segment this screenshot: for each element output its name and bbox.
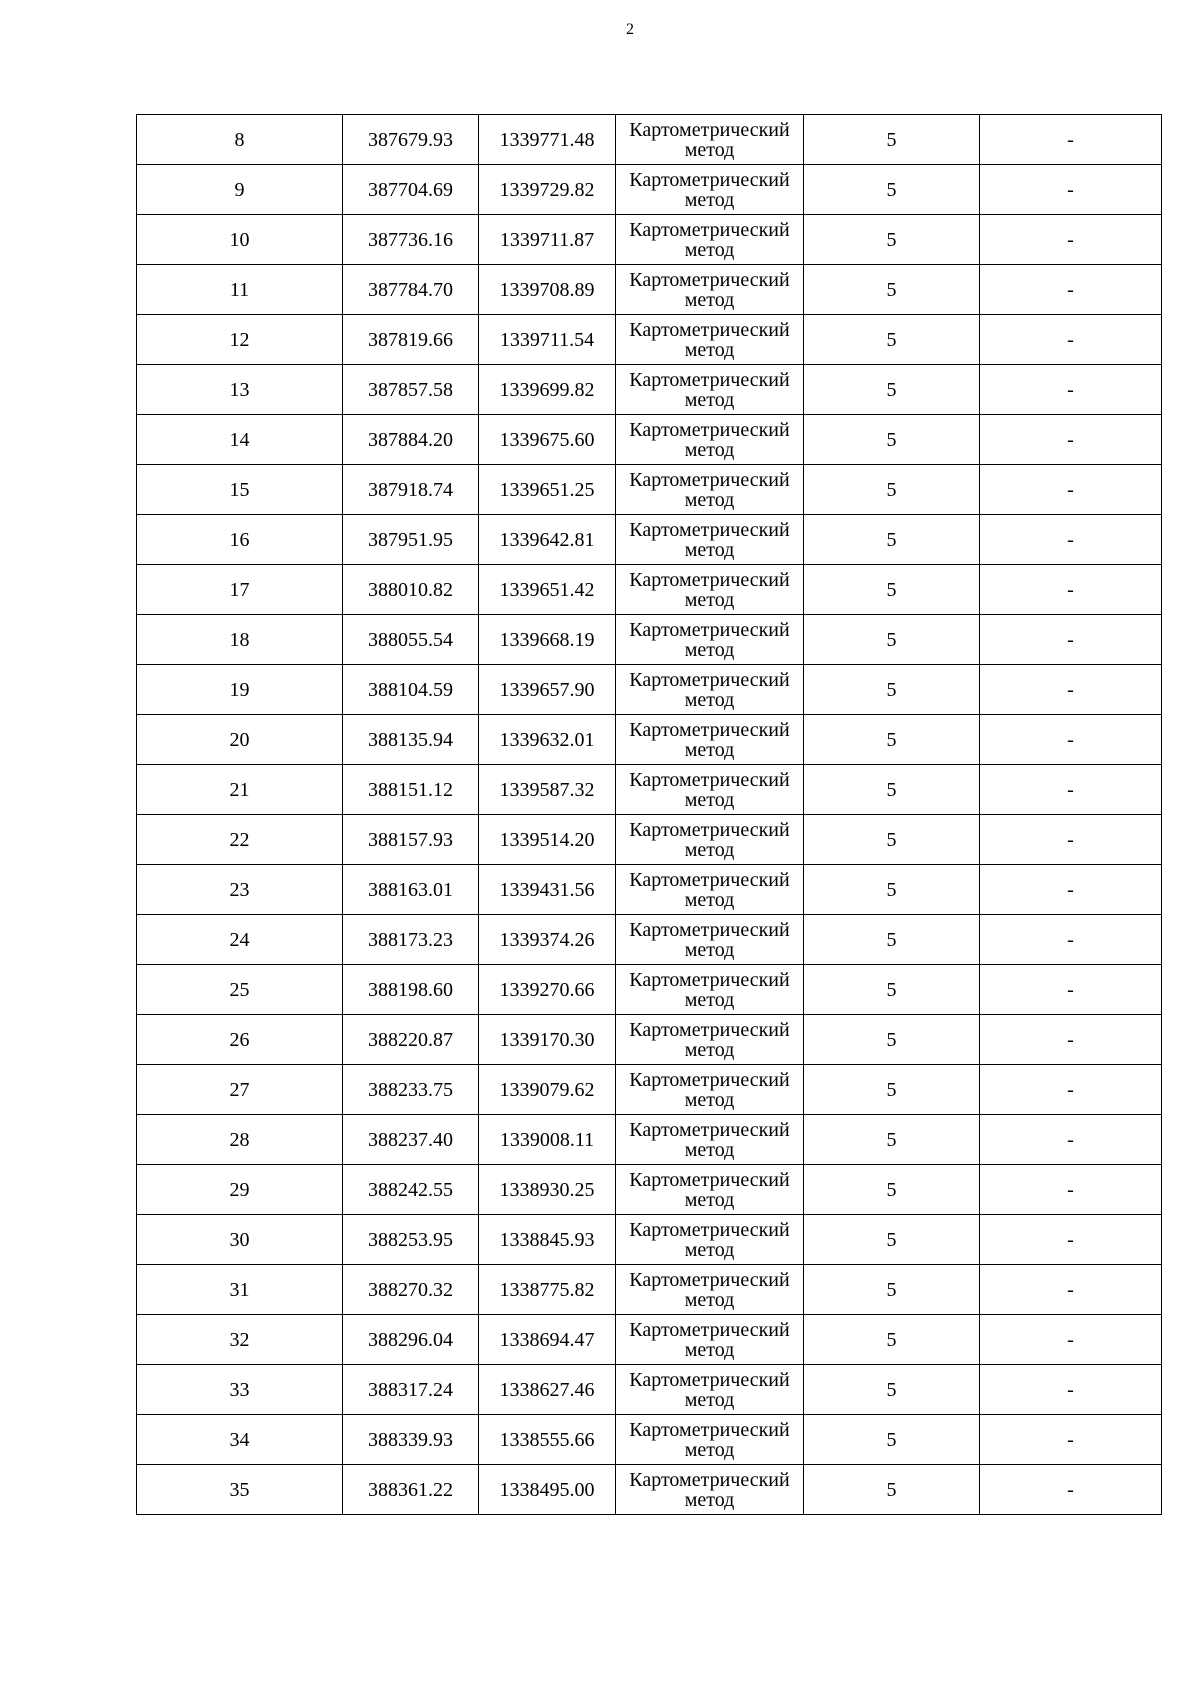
method-line-2: метод <box>684 288 735 311</box>
method-line-2: метод <box>684 188 735 211</box>
point-number-cell: 25 <box>137 965 343 1015</box>
method-line-2: метод <box>684 1238 735 1261</box>
point-number-cell: 34 <box>137 1415 343 1465</box>
method-line-1: Картометрический <box>629 418 790 441</box>
point-number-cell: 14 <box>137 415 343 465</box>
method-cell <box>616 965 804 1015</box>
table-row <box>137 1265 1162 1315</box>
method-line-1: Картометрический <box>629 918 790 941</box>
accuracy-cell: 5 <box>804 1365 980 1415</box>
y-coordinate-cell: 1339431.56 <box>479 865 616 915</box>
point-number-cell: 20 <box>137 715 343 765</box>
method-cell <box>616 1215 804 1265</box>
note-cell: - <box>980 815 1162 865</box>
note-cell: - <box>980 1315 1162 1365</box>
point-number-cell: 8 <box>137 115 343 165</box>
method-line-1: Картометрический <box>629 218 790 241</box>
accuracy-cell: 5 <box>804 1315 980 1365</box>
method-line-1: Картометрический <box>629 1368 790 1391</box>
point-number-cell: 22 <box>137 815 343 865</box>
accuracy-cell: 5 <box>804 565 980 615</box>
y-coordinate-cell: 1339711.87 <box>479 215 616 265</box>
y-coordinate-cell: 1339514.20 <box>479 815 616 865</box>
accuracy-cell: 5 <box>804 265 980 315</box>
method-line-1: Картометрический <box>629 518 790 541</box>
x-coordinate-cell: 388055.54 <box>343 615 479 665</box>
method-line-2: метод <box>684 1188 735 1211</box>
point-number-cell: 31 <box>137 1265 343 1315</box>
x-coordinate-cell: 388135.94 <box>343 715 479 765</box>
y-coordinate-cell: 1338930.25 <box>479 1165 616 1215</box>
note-cell: - <box>980 1265 1162 1315</box>
accuracy-cell: 5 <box>804 465 980 515</box>
method-cell <box>616 1065 804 1115</box>
accuracy-cell: 5 <box>804 815 980 865</box>
method-line-1: Картометрический <box>629 868 790 891</box>
table-row <box>137 465 1162 515</box>
point-number-cell: 32 <box>137 1315 343 1365</box>
y-coordinate-cell: 1338845.93 <box>479 1215 616 1265</box>
accuracy-cell: 5 <box>804 415 980 465</box>
method-cell <box>616 765 804 815</box>
note-cell: - <box>980 1165 1162 1215</box>
point-number-cell: 28 <box>137 1115 343 1165</box>
table-row <box>137 315 1162 365</box>
y-coordinate-cell: 1338555.66 <box>479 1415 616 1465</box>
accuracy-cell: 5 <box>804 615 980 665</box>
accuracy-cell: 5 <box>804 915 980 965</box>
x-coordinate-cell: 388157.93 <box>343 815 479 865</box>
table-row <box>137 915 1162 965</box>
table-row <box>137 615 1162 665</box>
method-cell <box>616 1415 804 1465</box>
method-line-2: метод <box>684 838 735 861</box>
note-cell: - <box>980 1065 1162 1115</box>
x-coordinate-cell: 388233.75 <box>343 1065 479 1115</box>
note-cell: - <box>980 365 1162 415</box>
table-row <box>137 415 1162 465</box>
method-line-2: метод <box>684 888 735 911</box>
point-number-cell: 12 <box>137 315 343 365</box>
y-coordinate-cell: 1339657.90 <box>479 665 616 715</box>
accuracy-cell: 5 <box>804 1065 980 1115</box>
x-coordinate-cell: 387951.95 <box>343 515 479 565</box>
coordinates-table <box>136 114 1162 1515</box>
point-number-cell: 15 <box>137 465 343 515</box>
point-number-cell: 24 <box>137 915 343 965</box>
point-number-cell: 13 <box>137 365 343 415</box>
method-cell <box>616 515 804 565</box>
x-coordinate-cell: 387736.16 <box>343 215 479 265</box>
method-line-1: Картометрический <box>629 1168 790 1191</box>
note-cell: - <box>980 865 1162 915</box>
accuracy-cell: 5 <box>804 215 980 265</box>
note-cell: - <box>980 515 1162 565</box>
point-number-cell: 18 <box>137 615 343 665</box>
x-coordinate-cell: 388270.32 <box>343 1265 479 1315</box>
note-cell: - <box>980 565 1162 615</box>
x-coordinate-cell: 387819.66 <box>343 315 479 365</box>
table-row <box>137 515 1162 565</box>
y-coordinate-cell: 1339699.82 <box>479 365 616 415</box>
method-cell <box>616 265 804 315</box>
note-cell: - <box>980 265 1162 315</box>
method-line-1: Картометрический <box>629 1218 790 1241</box>
table-body <box>137 115 1162 1515</box>
x-coordinate-cell: 388339.93 <box>343 1415 479 1465</box>
table-row <box>137 1365 1162 1415</box>
method-line-2: метод <box>684 1038 735 1061</box>
accuracy-cell: 5 <box>804 1115 980 1165</box>
y-coordinate-cell: 1339668.19 <box>479 615 616 665</box>
table-row <box>137 115 1162 165</box>
note-cell: - <box>980 1365 1162 1415</box>
note-cell: - <box>980 1215 1162 1265</box>
table-row <box>137 565 1162 615</box>
accuracy-cell: 5 <box>804 765 980 815</box>
method-line-1: Картометрический <box>629 968 790 991</box>
method-line-2: метод <box>684 488 735 511</box>
table-row <box>137 1115 1162 1165</box>
point-number-cell: 27 <box>137 1065 343 1115</box>
note-cell: - <box>980 415 1162 465</box>
accuracy-cell: 5 <box>804 1215 980 1265</box>
method-cell <box>616 215 804 265</box>
table-row <box>137 1065 1162 1115</box>
method-cell <box>616 1365 804 1415</box>
point-number-cell: 17 <box>137 565 343 615</box>
accuracy-cell: 5 <box>804 1415 980 1465</box>
point-number-cell: 16 <box>137 515 343 565</box>
method-cell <box>616 1265 804 1315</box>
method-line-2: метод <box>684 1088 735 1111</box>
note-cell: - <box>980 215 1162 265</box>
x-coordinate-cell: 388198.60 <box>343 965 479 1015</box>
accuracy-cell: 5 <box>804 1165 980 1215</box>
x-coordinate-cell: 387704.69 <box>343 165 479 215</box>
method-cell <box>616 715 804 765</box>
note-cell: - <box>980 115 1162 165</box>
y-coordinate-cell: 1339675.60 <box>479 415 616 465</box>
point-number-cell: 23 <box>137 865 343 915</box>
x-coordinate-cell: 388010.82 <box>343 565 479 615</box>
page-number: 2 <box>626 21 634 38</box>
method-line-2: метод <box>684 338 735 361</box>
method-line-2: метод <box>684 438 735 461</box>
method-cell <box>616 565 804 615</box>
point-number-cell: 33 <box>137 1365 343 1415</box>
point-number-cell: 9 <box>137 165 343 215</box>
method-cell <box>616 815 804 865</box>
table-row <box>137 1215 1162 1265</box>
table-row <box>137 715 1162 765</box>
y-coordinate-cell: 1339587.32 <box>479 765 616 815</box>
method-line-2: метод <box>684 388 735 411</box>
point-number-cell: 10 <box>137 215 343 265</box>
y-coordinate-cell: 1339771.48 <box>479 115 616 165</box>
y-coordinate-cell: 1339729.82 <box>479 165 616 215</box>
x-coordinate-cell: 388237.40 <box>343 1115 479 1165</box>
method-cell <box>616 665 804 715</box>
method-line-2: метод <box>684 1388 735 1411</box>
accuracy-cell: 5 <box>804 515 980 565</box>
method-line-2: метод <box>684 1438 735 1461</box>
method-line-1: Картометрический <box>629 118 790 141</box>
table-row <box>137 365 1162 415</box>
x-coordinate-cell: 388173.23 <box>343 915 479 965</box>
table-row <box>137 165 1162 215</box>
method-line-2: метод <box>684 638 735 661</box>
y-coordinate-cell: 1339651.25 <box>479 465 616 515</box>
note-cell: - <box>980 465 1162 515</box>
y-coordinate-cell: 1339642.81 <box>479 515 616 565</box>
method-line-2: метод <box>684 1288 735 1311</box>
method-cell <box>616 365 804 415</box>
y-coordinate-cell: 1339708.89 <box>479 265 616 315</box>
note-cell: - <box>980 1415 1162 1465</box>
method-line-1: Картометрический <box>629 1068 790 1091</box>
y-coordinate-cell: 1339651.42 <box>479 565 616 615</box>
x-coordinate-cell: 388104.59 <box>343 665 479 715</box>
accuracy-cell: 5 <box>804 865 980 915</box>
method-line-1: Картометрический <box>629 468 790 491</box>
point-number-cell: 29 <box>137 1165 343 1215</box>
method-line-2: метод <box>684 538 735 561</box>
point-number-cell: 26 <box>137 1015 343 1065</box>
table-row <box>137 865 1162 915</box>
note-cell: - <box>980 965 1162 1015</box>
method-cell <box>616 165 804 215</box>
method-line-1: Картометрический <box>629 1118 790 1141</box>
note-cell: - <box>980 1115 1162 1165</box>
table-row <box>137 1015 1162 1065</box>
method-cell <box>616 115 804 165</box>
accuracy-cell: 5 <box>804 1265 980 1315</box>
y-coordinate-cell: 1339270.66 <box>479 965 616 1015</box>
y-coordinate-cell: 1338775.82 <box>479 1265 616 1315</box>
table-row <box>137 265 1162 315</box>
method-line-1: Картометрический <box>629 568 790 591</box>
method-line-2: метод <box>684 688 735 711</box>
method-cell <box>616 1115 804 1165</box>
method-line-1: Картометрический <box>629 768 790 791</box>
y-coordinate-cell: 1339079.62 <box>479 1065 616 1115</box>
table-row <box>137 965 1162 1015</box>
x-coordinate-cell: 388151.12 <box>343 765 479 815</box>
note-cell: - <box>980 1465 1162 1515</box>
table-row <box>137 1315 1162 1365</box>
method-line-1: Картометрический <box>629 1468 790 1491</box>
note-cell: - <box>980 715 1162 765</box>
method-cell <box>616 1465 804 1515</box>
table-row <box>137 1165 1162 1215</box>
point-number-cell: 19 <box>137 665 343 715</box>
point-number-cell: 21 <box>137 765 343 815</box>
point-number-cell: 35 <box>137 1465 343 1515</box>
method-line-2: метод <box>684 788 735 811</box>
method-line-2: метод <box>684 938 735 961</box>
table-row <box>137 1415 1162 1465</box>
x-coordinate-cell: 387857.58 <box>343 365 479 415</box>
method-line-1: Картометрический <box>629 668 790 691</box>
accuracy-cell: 5 <box>804 965 980 1015</box>
table-row <box>137 1465 1162 1515</box>
method-line-1: Картометрический <box>629 1318 790 1341</box>
accuracy-cell: 5 <box>804 365 980 415</box>
method-line-1: Картометрический <box>629 368 790 391</box>
method-cell <box>616 1315 804 1365</box>
x-coordinate-cell: 388361.22 <box>343 1465 479 1515</box>
note-cell: - <box>980 165 1162 215</box>
accuracy-cell: 5 <box>804 315 980 365</box>
table-row <box>137 215 1162 265</box>
note-cell: - <box>980 1015 1162 1065</box>
table-row <box>137 765 1162 815</box>
y-coordinate-cell: 1338495.00 <box>479 1465 616 1515</box>
y-coordinate-cell: 1339374.26 <box>479 915 616 965</box>
method-line-2: метод <box>684 988 735 1011</box>
note-cell: - <box>980 665 1162 715</box>
method-cell <box>616 1165 804 1215</box>
accuracy-cell: 5 <box>804 115 980 165</box>
y-coordinate-cell: 1339711.54 <box>479 315 616 365</box>
method-line-1: Картометрический <box>629 168 790 191</box>
x-coordinate-cell: 387679.93 <box>343 115 479 165</box>
method-line-2: метод <box>684 138 735 161</box>
table-row <box>137 815 1162 865</box>
method-cell <box>616 615 804 665</box>
accuracy-cell: 5 <box>804 715 980 765</box>
note-cell: - <box>980 315 1162 365</box>
x-coordinate-cell: 387784.70 <box>343 265 479 315</box>
x-coordinate-cell: 388242.55 <box>343 1165 479 1215</box>
accuracy-cell: 5 <box>804 1465 980 1515</box>
x-coordinate-cell: 387918.74 <box>343 465 479 515</box>
method-cell <box>616 915 804 965</box>
method-line-1: Картометрический <box>629 1018 790 1041</box>
method-cell <box>616 315 804 365</box>
method-line-2: метод <box>684 1138 735 1161</box>
method-cell <box>616 465 804 515</box>
method-cell <box>616 415 804 465</box>
method-line-1: Картометрический <box>629 318 790 341</box>
accuracy-cell: 5 <box>804 1015 980 1065</box>
method-line-1: Картометрический <box>629 1418 790 1441</box>
method-line-1: Картометрический <box>629 818 790 841</box>
y-coordinate-cell: 1338627.46 <box>479 1365 616 1415</box>
method-line-2: метод <box>684 1488 735 1511</box>
method-cell <box>616 1015 804 1065</box>
note-cell: - <box>980 915 1162 965</box>
point-number-cell: 11 <box>137 265 343 315</box>
x-coordinate-cell: 387884.20 <box>343 415 479 465</box>
method-line-2: метод <box>684 1338 735 1361</box>
method-line-2: метод <box>684 588 735 611</box>
point-number-cell: 30 <box>137 1215 343 1265</box>
table-row <box>137 665 1162 715</box>
method-line-1: Картометрический <box>629 718 790 741</box>
method-cell <box>616 865 804 915</box>
x-coordinate-cell: 388220.87 <box>343 1015 479 1065</box>
method-line-2: метод <box>684 238 735 261</box>
method-line-1: Картометрический <box>629 268 790 291</box>
method-line-2: метод <box>684 738 735 761</box>
accuracy-cell: 5 <box>804 165 980 215</box>
note-cell: - <box>980 765 1162 815</box>
y-coordinate-cell: 1338694.47 <box>479 1315 616 1365</box>
x-coordinate-cell: 388163.01 <box>343 865 479 915</box>
note-cell: - <box>980 615 1162 665</box>
x-coordinate-cell: 388317.24 <box>343 1365 479 1415</box>
y-coordinate-cell: 1339008.11 <box>479 1115 616 1165</box>
method-line-1: Картометрический <box>629 618 790 641</box>
accuracy-cell: 5 <box>804 665 980 715</box>
y-coordinate-cell: 1339170.30 <box>479 1015 616 1065</box>
y-coordinate-cell: 1339632.01 <box>479 715 616 765</box>
method-line-1: Картометрический <box>629 1268 790 1291</box>
x-coordinate-cell: 388253.95 <box>343 1215 479 1265</box>
x-coordinate-cell: 388296.04 <box>343 1315 479 1365</box>
